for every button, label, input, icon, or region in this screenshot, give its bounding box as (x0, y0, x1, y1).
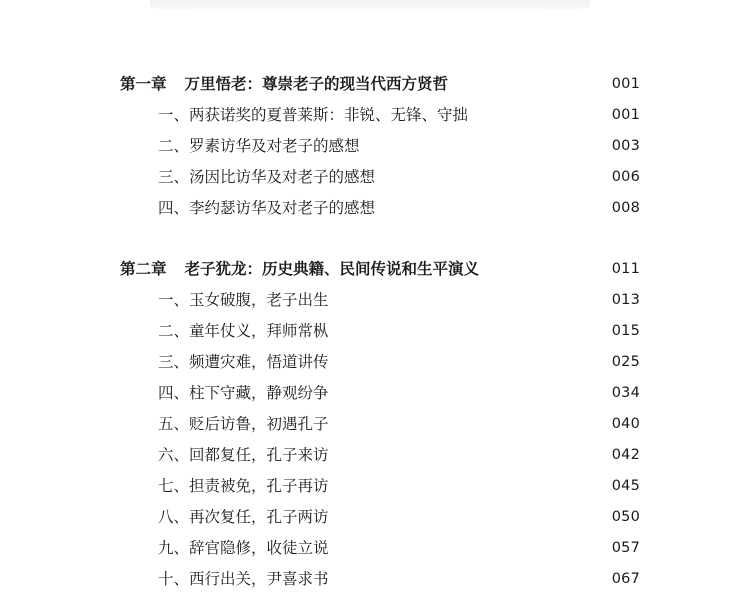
entry-title: 一、两获诺奖的夏普莱斯：非锐、无锋、守拙 (158, 106, 469, 124)
entry-title: 八、再次复任，孔子两访 (158, 508, 329, 526)
entry-title: 十、西行出关，尹喜求书 (158, 570, 329, 588)
entry-title: 七、担责被免，孔子再访 (158, 477, 329, 495)
chapter-heading (120, 257, 479, 281)
page-number: 045 (611, 478, 640, 494)
page-number: 067 (611, 571, 640, 587)
entry-title: 四、柱下守藏，静观纷争 (158, 384, 329, 402)
chapter-label: 第一章 (120, 75, 167, 93)
page-number: 042 (611, 447, 640, 463)
toc-entry[interactable] (120, 134, 640, 158)
entry-title: 三、汤因比访华及对老子的感想 (158, 168, 376, 186)
toc-entry[interactable] (120, 103, 640, 127)
chapter-heading (120, 72, 448, 96)
entry-title: 一、玉女破腹，老子出生 (158, 291, 329, 309)
toc-entry[interactable] (120, 505, 640, 529)
entry-title: 四、李约瑟访华及对老子的感想 (158, 199, 376, 217)
entry-title: 二、童年仗义，拜师常枞 (158, 322, 329, 340)
entry-title: 五、贬后访鲁，初遇孔子 (158, 415, 329, 433)
entry-title: 六、回都复任，孔子来访 (158, 446, 329, 464)
page-number: 006 (611, 169, 640, 185)
entry-title: 九、辞官隐修，收徒立说 (158, 539, 329, 557)
page-number: 057 (611, 540, 640, 556)
page-number: 001 (611, 107, 640, 123)
chapter-title: 万里悟老：尊崇老子的现当代西方贤哲 (184, 75, 449, 93)
page-number: 013 (611, 292, 640, 308)
page-number: 003 (611, 138, 640, 154)
page-number: 034 (611, 385, 640, 401)
page-number: 025 (611, 354, 640, 370)
chapter-label: 第二章 (120, 260, 167, 278)
page-number: 015 (611, 323, 640, 339)
page-number: 008 (611, 200, 640, 216)
toc-entry[interactable] (120, 536, 640, 560)
toc-chapter-2[interactable] (120, 257, 640, 281)
page-number: 040 (611, 416, 640, 432)
toc-entry[interactable] (120, 288, 640, 312)
toc-entry[interactable] (120, 412, 640, 436)
toc-entry[interactable] (120, 196, 640, 220)
page-number: 011 (611, 261, 640, 277)
toc-entry[interactable] (120, 567, 640, 591)
toc-entry[interactable] (120, 165, 640, 189)
toc-entry[interactable] (120, 350, 640, 374)
chapter-title: 老子犹龙：历史典籍、民间传说和生平演义 (184, 260, 480, 278)
toc-chapter-1[interactable] (120, 72, 640, 96)
toc-entry[interactable] (120, 381, 640, 405)
toc-entry[interactable] (120, 474, 640, 498)
toc-entry[interactable] (120, 319, 640, 343)
entry-title: 二、罗素访华及对老子的感想 (158, 137, 360, 155)
toc-entry[interactable] (120, 443, 640, 467)
entry-title: 三、频遭灾难，悟道讲传 (158, 353, 329, 371)
page-number: 001 (611, 76, 640, 92)
page-number: 050 (611, 509, 640, 525)
